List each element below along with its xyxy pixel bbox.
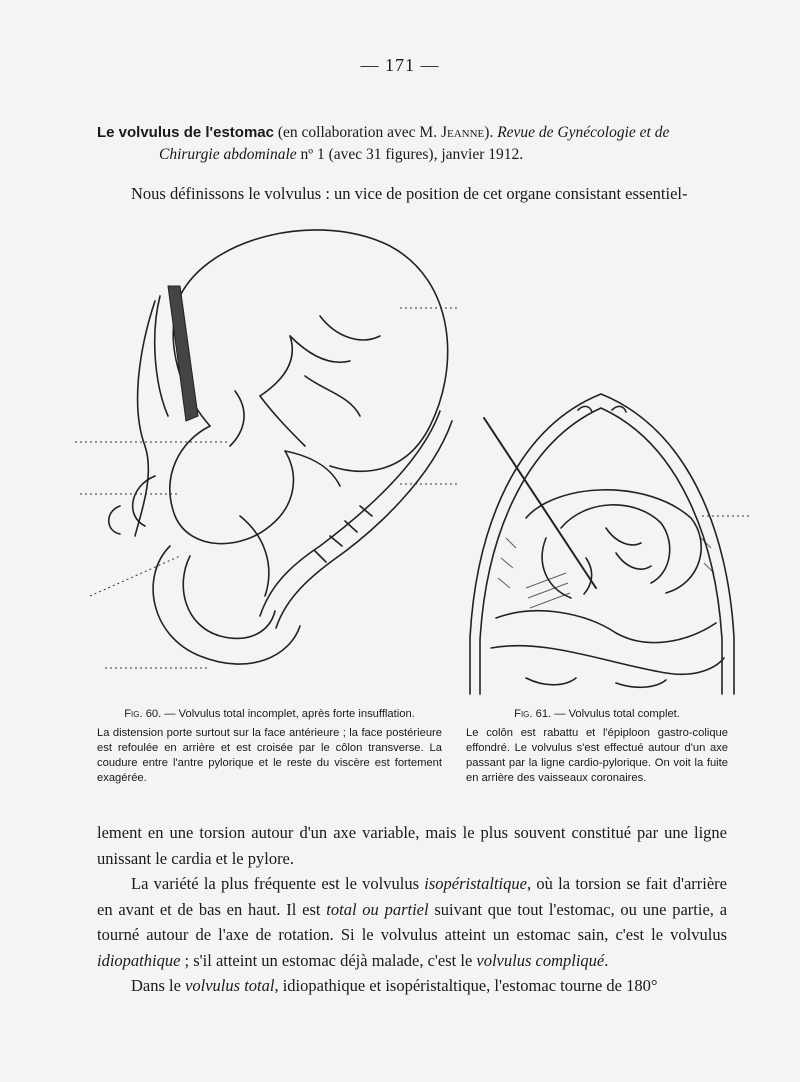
collaboration-suffix: ). [484,124,498,141]
body-p2-italic-volvulus-complique: volvulus compliqué [476,950,605,970]
body-paragraph-3 [97,973,727,999]
body-p2-text-b: , où la torsion se fait d'arrière en avant et de bas en haut. Il est [97,874,727,919]
journal-name-part2: Chirurgie abdominale [159,146,297,163]
body-paragraph-1: lement en une torsion autour d'un axe variable, mais le plus souvent constitué par une ligne unissant le cardia et le pylore. [97,823,727,868]
bibliography-entry [97,122,727,166]
figure-60-title: — Volvulus total incomplet, après forte insufflation. [161,708,415,720]
body-p2-text-e: . [604,950,609,970]
article-title: Le volvulus de l'estomac [97,124,274,141]
figure-61-illustration [466,388,752,696]
body-p2-text-a: La variété la plus fréquente est le volvulus [131,874,425,893]
body-p2-italic-idiopathique: idiopathique [97,950,181,970]
figure-60-description: La distension porte surtout sur la face antérieure ; la face postérieure est refoulée en arrière et est croisée par le côlon transverse. La coudure entre l'antre pylorique et le reste du viscère est fortement exagérée. [97,727,442,784]
figure-61-label: Fig. 61. [514,708,552,720]
publication-details: nº 1 (avec 31 figures), janvier 1912. [296,146,524,163]
body-p2-text-d: ; s'il atteint un estomac déjà malade, c'est le [180,950,477,970]
figure-60-label: Fig. 60. [124,708,162,720]
journal-name-part1: Revue de Gynécologie et de [497,124,670,141]
body-p2-italic-total-partiel: total ou partiel [326,899,429,919]
body-paragraph-2 [97,871,727,973]
intro-paragraph: Nous définissons le volvulus : un vice de position de cet organe consistant essentiel- [131,184,688,203]
figure-61-caption [466,707,728,786]
figure-60-illustration [60,216,470,696]
body-p3-italic-volvulus-total: volvulus total [185,976,275,995]
body-p2-italic-isoperistaltique: isopéristaltique [424,874,527,893]
body-p3-text-b: , idiopathique et isopéristaltique, l'estomac tourne de 180° [274,976,658,995]
figure-61-description: Le colôn est rabattu et l'épiploon gastro-colique effondré. Le volvulus s'est effectué autour d'un axe passant par la ligne cardio-pylorique. On voit la fuite en arrière des vaisseaux coronaires. [466,727,728,784]
page-number: — 171 — [360,55,440,75]
body-p2-text-c: suivant que tout l'estomac, ou une partie, a tourné autour de l'axe de rotation. Si le volvulus atteint un estomac sain, c'est le volvulus [97,899,728,944]
figure-61-title: — Volvulus total complet. [551,708,680,720]
body-text [97,820,727,999]
figure-60-caption [97,707,442,786]
collaboration-prefix: (en collaboration avec M. [277,124,441,141]
collaborator-name: Jeanne [440,124,485,141]
body-p3-text-a: Dans le [131,976,186,995]
